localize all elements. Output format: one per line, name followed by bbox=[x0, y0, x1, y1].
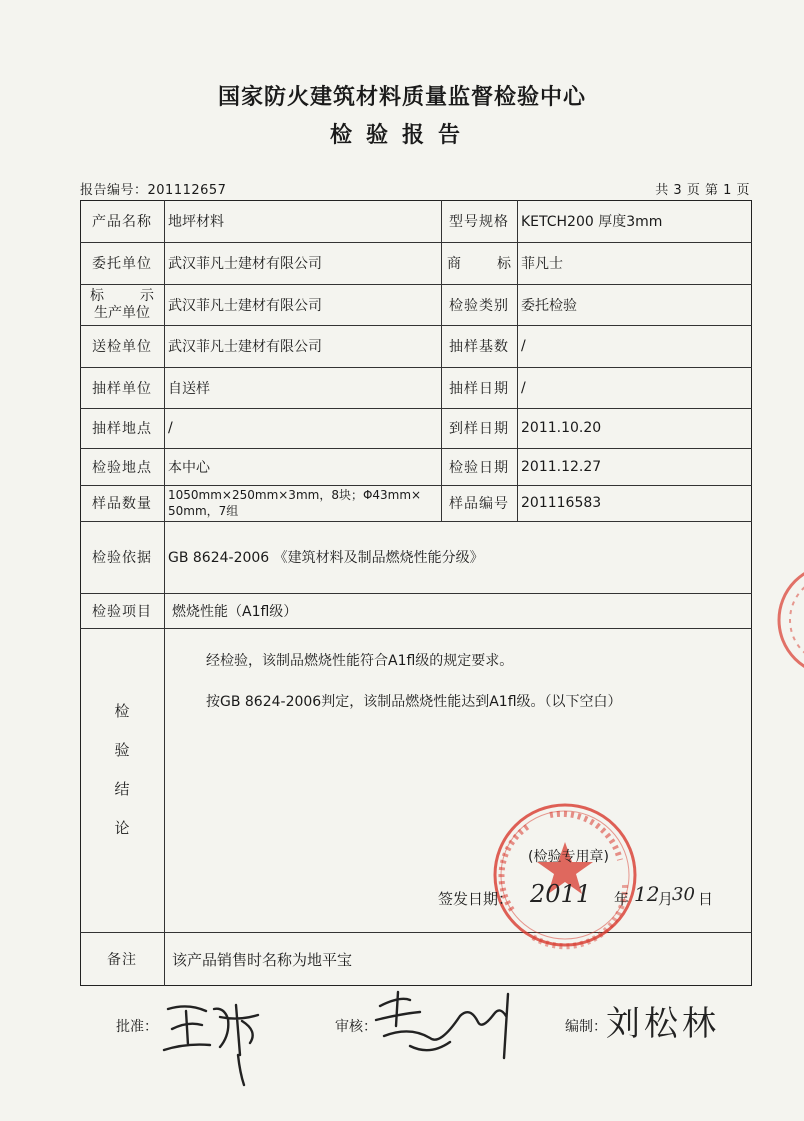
issue-day-handwritten: 30 bbox=[672, 884, 695, 905]
conclusion-char: 结 bbox=[114, 780, 130, 798]
basis-label: 检验依据 bbox=[92, 550, 152, 566]
maker-label-a: 标 bbox=[90, 287, 104, 304]
report-number bbox=[80, 179, 226, 198]
sample-qty-value bbox=[164, 485, 441, 521]
issue-year-handwritten: 2011 bbox=[530, 880, 592, 908]
remark-label: 备注 bbox=[107, 952, 137, 968]
page-info: 共 3 页 第 1 页 bbox=[655, 183, 750, 198]
sender-label: 送检单位 bbox=[92, 339, 152, 355]
category-value: 委托检验 bbox=[521, 297, 577, 314]
product-name-value: 地坪材料 bbox=[168, 214, 224, 230]
test-date-label: 检验日期 bbox=[449, 459, 509, 476]
model-label: 型号规格 bbox=[449, 214, 509, 230]
sampler-label: 抽样单位 bbox=[92, 380, 152, 397]
sample-date-value: / bbox=[521, 379, 526, 396]
issue-month-handwritten: 12 bbox=[634, 882, 660, 906]
brand-label-b: 标 bbox=[497, 256, 511, 272]
arrival-date-value: 2011.10.20 bbox=[521, 420, 602, 436]
test-place-label: 检验地点 bbox=[92, 459, 152, 476]
sample-place-value: / bbox=[168, 420, 173, 436]
sample-place-label: 抽样地点 bbox=[92, 421, 152, 437]
sample-no-label: 样品编号 bbox=[449, 496, 509, 512]
conclusion-line2: 按GB 8624-2006判定，该制品燃烧性能达到A1fl级。（以下空白） bbox=[206, 694, 622, 710]
inspection-seal bbox=[490, 800, 640, 950]
brand-label-a: 商 bbox=[447, 256, 461, 272]
sender-value: 武汉菲凡士建材有限公司 bbox=[168, 339, 322, 355]
sampler-value: 自送样 bbox=[168, 380, 210, 397]
test-date-value: 2011.12.27 bbox=[521, 458, 602, 475]
maker-label-b: 示 bbox=[140, 287, 154, 304]
reviewer-signature bbox=[370, 986, 530, 1066]
arrival-date-label: 到样日期 bbox=[449, 421, 509, 437]
model-value: KETCH200 厚度3mm bbox=[521, 214, 663, 230]
conclusion-label bbox=[80, 700, 164, 856]
client-label: 委托单位 bbox=[92, 256, 152, 272]
conclusion-char: 检 bbox=[114, 702, 130, 720]
review-label: 审核： bbox=[335, 1019, 377, 1035]
test-item-value: 燃烧性能（A1fl级） bbox=[172, 603, 298, 620]
conclusion-char: 验 bbox=[114, 741, 130, 759]
client-value: 武汉菲凡士建材有限公司 bbox=[168, 256, 322, 272]
edge-seal bbox=[774, 540, 804, 700]
sample-qty-label: 样品数量 bbox=[92, 496, 152, 512]
sample-qty-line2: 50mm，7组 bbox=[168, 504, 239, 518]
issue-day-char: 日 bbox=[698, 890, 714, 908]
issue-date-label: 签发日期： bbox=[438, 890, 514, 908]
sample-base-value: / bbox=[521, 338, 526, 354]
remark-value: 该产品销售时名称为地平宝 bbox=[172, 950, 353, 969]
compiler-signature: 刘松林 bbox=[606, 1004, 720, 1044]
maker-label-c: 生产单位 bbox=[94, 304, 150, 321]
doc-title: 国家防火建筑材料质量监督检验中心 bbox=[217, 85, 586, 110]
sample-no-value: 201116583 bbox=[521, 495, 602, 511]
sample-qty-line1: 1050mm×250mm×3mm，8块；Φ43mm× bbox=[168, 488, 422, 502]
compile-label: 编制： bbox=[565, 1019, 607, 1035]
report-number-label: 报告编号： bbox=[80, 183, 148, 198]
sample-date-label: 抽样日期 bbox=[449, 380, 509, 397]
conclusion-char: 论 bbox=[114, 819, 130, 837]
row-divider bbox=[80, 628, 752, 629]
issue-month-char: 月 bbox=[658, 890, 674, 908]
report-number-value: 201112657 bbox=[147, 183, 227, 198]
basis-value: GB 8624-2006 《建筑材料及制品燃烧性能分级》 bbox=[168, 550, 484, 566]
brand-label bbox=[441, 242, 517, 284]
doc-subtitle: 检验报告 bbox=[329, 123, 474, 148]
maker-value: 武汉菲凡士建材有限公司 bbox=[168, 297, 322, 314]
test-place-value: 本中心 bbox=[168, 459, 210, 476]
issue-year-char: 年 bbox=[614, 890, 630, 908]
category-label: 检验类别 bbox=[449, 297, 509, 314]
sample-base-label: 抽样基数 bbox=[449, 339, 509, 355]
seal-note: (检验专用章) bbox=[528, 849, 609, 865]
approve-label: 批准： bbox=[116, 1019, 158, 1035]
maker-label bbox=[80, 284, 164, 325]
approver-signature bbox=[158, 995, 268, 1090]
conclusion-line1: 经检验，该制品燃烧性能符合A1fl级的规定要求。 bbox=[206, 653, 514, 669]
product-name-label: 产品名称 bbox=[92, 214, 152, 230]
brand-value: 菲凡士 bbox=[521, 256, 563, 272]
test-item-label: 检验项目 bbox=[92, 603, 152, 620]
